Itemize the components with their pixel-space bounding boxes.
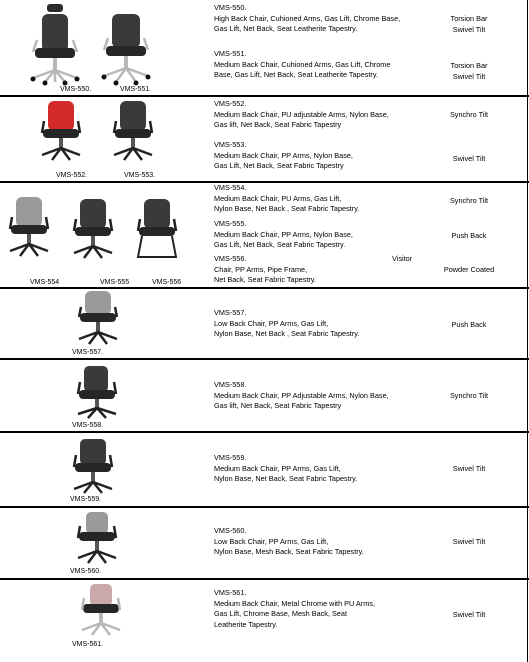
chair-image-vms-555 [70, 197, 116, 263]
feature-vms-560: Swivel Tilt [452, 537, 486, 546]
caption-vms-556: VMS-556 [152, 279, 182, 286]
chair-image-vms-550 [25, 2, 85, 88]
feature-vms-551: Torsion Bar Swivel Tilt [450, 61, 488, 81]
feature-vms-552: Synchro Tilt [449, 110, 489, 119]
product-row-558 [0, 360, 529, 431]
product-row-552-553 [0, 97, 529, 181]
chair-image-vms-554 [6, 195, 52, 261]
description-vms-555: VMS-555. Medium Back Chair, PP Arms, Nylon Base, Gas Lift, Net Back, Seat Fabric Tapestry. [214, 219, 353, 249]
description-vms-561: VMS-561. Medium Back Chair, Metal Chrome with PU Arms, Gas Lift, Chrome Base, Mesh Back, Seat Leatherite Tapestry. [214, 588, 375, 629]
caption-vms-554: VMS-554 [30, 279, 60, 286]
caption-vms-552: VMS-552. [56, 172, 88, 179]
feature-vms-557: Push Back [451, 320, 487, 329]
product-row-554-556 [0, 183, 529, 287]
feature-vms-559: Swivel Tilt [452, 464, 486, 473]
caption-vms-555: VMS-555 [100, 279, 130, 286]
chair-image-vms-560 [74, 510, 120, 568]
product-images [0, 508, 210, 578]
chair-image-vms-552 [38, 99, 84, 165]
caption-vms-550: VMS-550. [60, 86, 92, 93]
product-row-560 [0, 508, 529, 578]
feature-vms-553: Swivel Tilt [452, 154, 486, 163]
feature-vms-555: Push Back [451, 231, 487, 240]
product-row-550-551 [0, 0, 529, 95]
feature-vms-554: Synchro Tilt [449, 196, 489, 205]
caption-vms-560: VMS-560. [70, 568, 102, 575]
description-vms-553: VMS-553. Medium Back Chair, PP Arms, Nylon Base, Gas Lift, Net Back, Seat Fabric Tapestry [214, 140, 353, 170]
description-vms-557: VMS-557. Low Back Chair, PP Arms, Gas Lift, Nylon Base, Net Back , Seat Fabric Tapestry. [214, 308, 360, 338]
caption-vms-559: VMS-559. [70, 496, 102, 503]
product-images [0, 97, 210, 181]
product-row-557 [0, 289, 529, 358]
chair-image-vms-559 [70, 437, 116, 497]
product-images [0, 0, 210, 95]
product-images [0, 580, 210, 662]
chair-image-vms-556 [134, 197, 180, 263]
description-vms-560: VMS-560. Low Back Chair, PP Arms, Gas Lift, Nylon Base, Mesh Back, Seat Fabric Tapestry. [214, 526, 364, 556]
product-row-561 [0, 580, 529, 662]
feature-vms-550: Torsion Bar Swivel Tilt [450, 14, 488, 34]
caption-vms-561: VMS-561. [72, 641, 104, 648]
caption-vms-558: VMS-558. [72, 422, 104, 429]
feature-vms-561: Swivel Tilt [452, 610, 486, 619]
chair-image-vms-551 [98, 12, 154, 88]
visitor-label: Visitor [392, 254, 413, 263]
description-vms-550: VMS-550. High Back Chair, Cuhioned Arms, Gas Lift, Chrome Base, Gas Lift, Net Back, Seat Leatherite Tapestry. [214, 3, 401, 33]
description-vms-556: VMS-556. Chair, PP Arms, Pipe Frame, Net Back, Seat Fabric Tapestry. [214, 254, 316, 284]
feature-vms-556: Powder Coated [443, 265, 495, 274]
product-images [0, 360, 210, 431]
description-vms-554: VMS-554. Medium Back Chair, PU Arms, Gas Lift, Nylon Base, Net Back , Seat Fabric Tapestry. [214, 183, 360, 213]
product-images [0, 183, 210, 287]
product-images [0, 289, 210, 358]
chair-image-vms-557 [75, 289, 121, 349]
description-vms-558: VMS-558. Medium Back Chair, PP Adjustable Arms, Nylon Base, Gas lift, Net Back, Seat Fabric Tapestry [214, 380, 389, 410]
description-vms-551: VMS-551. Medium Back Chair, Cuhioned Arms, Gas Lift, Chrome Base, Gas Lift, Net Back, Seat Leatherite Tapestry. [214, 49, 391, 79]
caption-vms-551: VMS-551. [120, 86, 152, 93]
product-row-559 [0, 433, 529, 506]
product-images [0, 433, 210, 506]
chair-image-vms-561 [78, 582, 124, 640]
caption-vms-557: VMS-557. [72, 349, 104, 356]
caption-vms-553: VMS-553. [124, 172, 156, 179]
description-vms-552: VMS-552. Medium Back Chair, PU adjustable Arms, Nylon Base, Gas lift, Net Back, Seat Fabric Tapestry [214, 99, 389, 129]
description-vms-559: VMS-559. Medium Back Chair, PP Arms, Gas Lift, Nylon Base, Net Back, Seat Fabric Tapestry. [214, 453, 358, 483]
chair-image-vms-558 [74, 364, 120, 422]
feature-vms-558: Synchro Tilt [449, 391, 489, 400]
chair-image-vms-553 [110, 99, 156, 165]
